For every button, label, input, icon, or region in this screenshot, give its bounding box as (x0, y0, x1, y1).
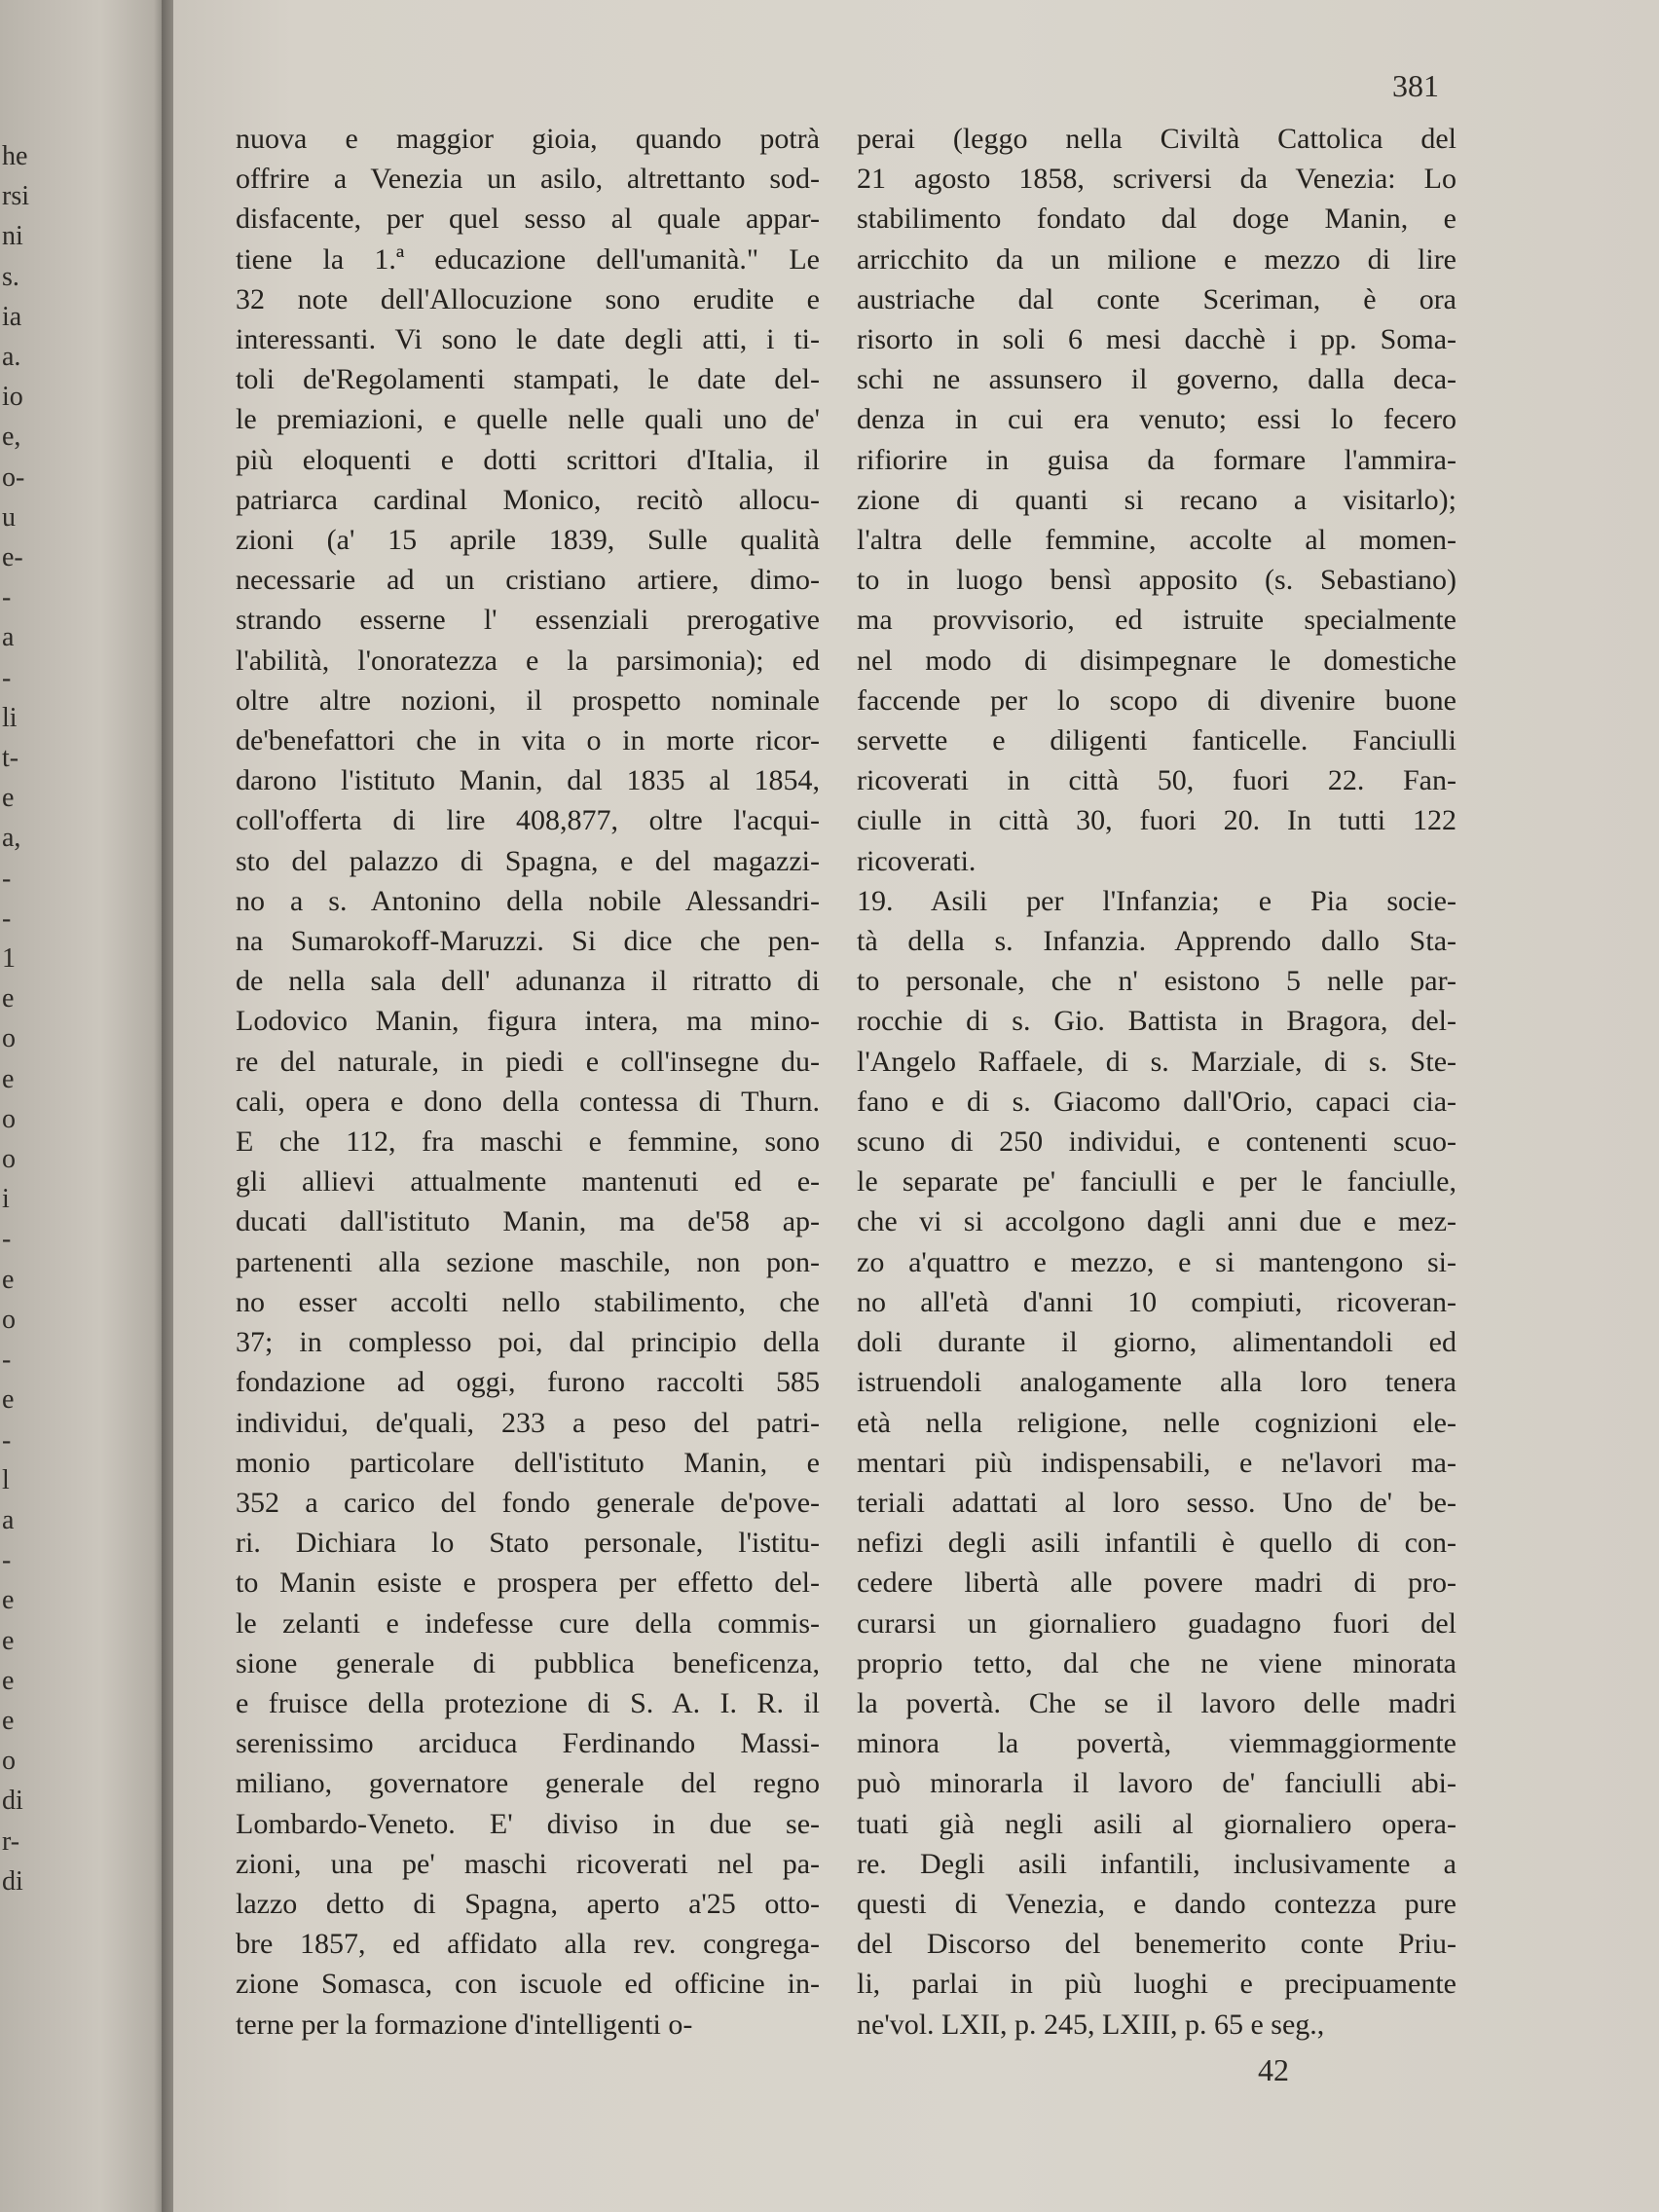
text-line: to Manin esiste e prospera per effetto del- (236, 1567, 820, 1600)
facing-page-edge (0, 0, 167, 2212)
text-line: na Sumarokoff-Maruzzi. Si dice che pen- (236, 925, 820, 958)
text-line: più eloquenti e dotti scrittori d'Italia, il (236, 443, 820, 476)
text-line: individui, de'quali, 233 a peso del patri- (236, 1406, 820, 1439)
text-line: partenenti alla sezione maschile, non pon- (236, 1245, 820, 1278)
text-line: Lombardo-Veneto. E' diviso in due se- (236, 1807, 820, 1840)
fragment-line: - (2, 863, 12, 894)
text-line: zioni, una pe' maschi ricoverati nel pa- (236, 1847, 820, 1880)
text-line: serenissimo arciduca Ferdinando Massi- (236, 1727, 820, 1760)
text-line: oltre altre nozioni, il prospetto nominale (236, 683, 820, 717)
text-line: scuno di 250 individui, e contenenti scuo- (857, 1125, 1456, 1159)
fragment-line: e (2, 1384, 15, 1416)
right-text-column (857, 119, 1456, 2045)
text-line: necessarie ad un cristiano artiere, dimo- (236, 564, 820, 597)
fragment-line: a (2, 622, 15, 653)
text-line: arricchito da un milione e mezzo di lire (857, 242, 1456, 276)
fragment-line: e, (2, 422, 21, 453)
text-line: austriache dal conte Sceriman, è ora (857, 282, 1456, 315)
text-line: ricoverati in città 50, fuori 22. Fan- (857, 764, 1456, 797)
text-line: re del naturale, in piedi e coll'insegne du- (236, 1045, 820, 1078)
text-line: fondazione ad oggi, furono raccolti 585 (236, 1366, 820, 1399)
text-line: darono l'istituto Manin, dal 1835 al 1854, (236, 764, 820, 797)
text-line: questi di Venezia, e dando contezza pure (857, 1887, 1456, 1920)
text-line: teriali adattati al loro sesso. Uno de' be- (857, 1486, 1456, 1519)
text-line: del Discorso del benemerito conte Priu- (857, 1928, 1456, 1961)
text-line: le premiazioni, e quelle nelle quali uno de' (236, 403, 820, 436)
fragment-line: o (2, 1304, 16, 1335)
text-line: le separate pe' fanciulli e per le fanciulle, (857, 1165, 1456, 1198)
text-line: cali, opera e dono della contessa di Thurn. (236, 1085, 820, 1118)
text-line: offrire a Venezia un asilo, altrettanto sod- (236, 163, 820, 196)
text-line: bre 1857, ed affidato alla rev. congrega- (236, 1928, 820, 1961)
text-line: 32 note dell'Allocuzione sono erudite e (236, 282, 820, 315)
text-line: stabilimento fondato dal doge Manin, e (857, 203, 1456, 236)
text-line: zo a'quattro e mezzo, e si mantengono si- (857, 1245, 1456, 1278)
text-line: fano e di s. Giacomo dall'Orio, capaci cia- (857, 1085, 1456, 1118)
fragment-line: o (2, 1746, 16, 1777)
fragment-line: l (2, 1464, 10, 1495)
text-line: sto del palazzo di Spagna, e del magazzi- (236, 844, 820, 877)
text-line: l'altra delle femmine, accolte al momen- (857, 524, 1456, 557)
text-line: ducati dall'istituto Manin, ma de'58 ap- (236, 1205, 820, 1238)
fragment-line: e (2, 983, 15, 1014)
fragment-line: i (2, 1184, 10, 1215)
text-line: 352 a carico del fondo generale de'pove- (236, 1486, 820, 1519)
fragment-line: di (2, 1865, 23, 1897)
text-line: nel modo di disimpegnare le domestiche (857, 644, 1456, 677)
text-line: risorto in soli 6 mesi dacchè i pp. Soma- (857, 323, 1456, 356)
text-line: nefizi degli asili infantili è quello di con- (857, 1527, 1456, 1560)
facing-page-fragments (2, 136, 60, 1901)
text-line: curarsi un giornaliero guadagno fuori del (857, 1606, 1456, 1640)
fragment-line: o (2, 1103, 16, 1134)
text-line: 37; in complesso poi, dal principio della (236, 1326, 820, 1359)
fragment-line: r- (2, 1825, 20, 1857)
text-line: l'Angelo Raffaele, di s. Marziale, di s. Ste- (857, 1045, 1456, 1078)
fragment-line: ni (2, 221, 23, 252)
fragment-line: a. (2, 342, 21, 373)
text-line: de'benefattori che in vita o in morte ricor- (236, 724, 820, 757)
text-line: no esser accolti nello stabilimento, che (236, 1285, 820, 1318)
text-line: proprio tetto, dal che ne viene minorata (857, 1646, 1456, 1679)
fragment-line: e (2, 1625, 15, 1656)
text-line: lazzo detto di Spagna, aperto a'25 otto- (236, 1887, 820, 1920)
text-line: re. Degli asili infantili, inclusivamente a (857, 1847, 1456, 1880)
text-line: terne per la formazione d'intelligenti o- (236, 2008, 693, 2041)
fragment-line: t- (2, 743, 19, 774)
text-line: to personale, che n' esistono 5 nelle par- (857, 965, 1456, 998)
text-line: miliano, governatore generale del regno (236, 1767, 820, 1800)
fragment-line: - (2, 1224, 12, 1255)
fragment-line: o (2, 1144, 16, 1175)
text-line: istruendoli analogamente alla loro tenera (857, 1366, 1456, 1399)
signature-mark: 42 (1258, 2052, 1289, 2087)
text-line: gli allievi attualmente mantenuti ed e- (236, 1165, 820, 1198)
fragment-line: a, (2, 823, 21, 854)
fragment-line: o (2, 1023, 16, 1054)
text-line: nuova e maggior gioia, quando potrà (236, 123, 820, 155)
text-line: disfacente, per quel sesso al quale appar- (236, 203, 820, 236)
text-line: tiene la 1.ª educazione dell'umanità." Le (236, 242, 820, 276)
fragment-line: s. (2, 261, 19, 292)
fragment-line: - (2, 1345, 12, 1376)
text-line: no a s. Antonino della nobile Alessandri- (236, 884, 820, 917)
left-text-column (236, 119, 820, 2045)
text-line: cedere libertà alle povere madri di pro- (857, 1567, 1456, 1600)
fragment-line: di (2, 1786, 23, 1817)
fragment-line: - (2, 662, 12, 693)
fragment-line: io (2, 382, 23, 413)
text-line: sione generale di pubblica beneficenza, (236, 1646, 820, 1679)
fragment-line: e (2, 1585, 15, 1616)
text-line: rifiorire in guisa da formare l'ammira- (857, 443, 1456, 476)
fragment-line: - (2, 582, 12, 613)
fragment-line: e- (2, 542, 23, 573)
text-line: l'abilità, l'onoratezza e la parsimonia); ed (236, 644, 820, 677)
text-line: perai (leggo nella Civiltà Cattolica del (857, 123, 1456, 155)
text-line: Lodovico Manin, figura intera, ma mino- (236, 1005, 820, 1038)
fragment-line: - (2, 1424, 12, 1456)
text-line: E che 112, fra maschi e femmine, sono (236, 1125, 820, 1159)
text-line: tuati già negli asili al giornaliero opera- (857, 1807, 1456, 1840)
fragment-line: - (2, 903, 12, 934)
text-line: doli durante il giorno, alimentandoli ed (857, 1326, 1456, 1359)
fragment-line: e (2, 783, 15, 814)
text-line: le zelanti e indefesse cure della commis- (236, 1606, 820, 1640)
text-line: minora la povertà, viemmaggiormente (857, 1727, 1456, 1760)
text-line: può minorarla il lavoro de' fanciulli abi- (857, 1767, 1456, 1800)
text-line: denza in cui era venuto; essi lo fecero (857, 403, 1456, 436)
fragment-line: 1 (2, 943, 16, 975)
page-number: 381 (1392, 68, 1439, 103)
text-line: de nella sala dell' adunanza il ritratto di (236, 965, 820, 998)
text-line: faccende per lo scopo di divenire buone (857, 683, 1456, 717)
text-line: rocchie di s. Gio. Battista in Bragora, del- (857, 1005, 1456, 1038)
fragment-line: rsi (2, 181, 29, 212)
text-line: coll'offerta di lire 408,877, oltre l'acqui- (236, 804, 820, 837)
text-line: tà della s. Infanzia. Apprendo dallo Sta- (857, 925, 1456, 958)
text-line: to in luogo bensì apposito (s. Sebastiano) (857, 564, 1456, 597)
text-line: li, parlai in più luoghi e precipuamente (857, 1968, 1456, 2001)
fragment-line: e (2, 1665, 15, 1696)
text-line: patriarca cardinal Monico, recitò allocu- (236, 483, 820, 516)
text-line: strando esserne l' essenziali prerogative (236, 604, 820, 637)
fragment-line: o- (2, 461, 25, 493)
text-line: servette e diligenti fanticelle. Fanciulli (857, 724, 1456, 757)
fragment-line: ia (2, 301, 22, 332)
text-line: zione di quanti si recano a visitarlo); (857, 483, 1456, 516)
text-line: zioni (a' 15 aprile 1839, Sulle qualità (236, 524, 820, 557)
text-line: 21 agosto 1858, scriversi da Venezia: Lo (857, 163, 1456, 196)
text-line: che vi si accolgono dagli anni due e mez- (857, 1205, 1456, 1238)
text-line: ri. Dichiara lo Stato personale, l'istitu- (236, 1527, 820, 1560)
text-line: monio particolare dell'istituto Manin, e (236, 1446, 820, 1479)
text-line: schi ne assunsero il governo, dalla deca- (857, 363, 1456, 396)
fragment-line: - (2, 1545, 12, 1576)
text-line: no all'età d'anni 10 compiuti, ricoveran- (857, 1285, 1456, 1318)
fragment-line: a (2, 1504, 15, 1535)
text-line: mentari più indispensabili, e ne'lavori ma- (857, 1446, 1456, 1479)
text-line: ricoverati. (857, 844, 977, 877)
fragment-line: u (2, 501, 16, 533)
text-line: e fruisce della protezione di S. A. I. R. il (236, 1686, 820, 1719)
fragment-line: e (2, 1063, 15, 1094)
text-line: età nella religione, nelle cognizioni ele- (857, 1406, 1456, 1439)
fragment-line: e (2, 1705, 15, 1736)
text-line: ciulle in città 30, fuori 20. In tutti 122 (857, 804, 1456, 837)
text-line: ma provvisorio, ed istruite specialmente (857, 604, 1456, 637)
text-line: la povertà. Che se il lavoro delle madri (857, 1686, 1456, 1719)
fragment-line: he (2, 141, 28, 171)
text-line: interessanti. Vi sono le date degli atti, i ti- (236, 323, 820, 356)
text-line: zione Somasca, con iscuole ed officine in- (236, 1968, 820, 2001)
text-line: toli de'Regolamenti stampati, le date del- (236, 363, 820, 396)
fragment-line: li (2, 702, 18, 733)
text-line: 19. Asili per l'Infanzia; e Pia socie- (857, 884, 1456, 917)
fragment-line: e (2, 1264, 15, 1295)
text-line: ne'vol. LXII, p. 245, LXIII, p. 65 e seg., (857, 2008, 1325, 2041)
